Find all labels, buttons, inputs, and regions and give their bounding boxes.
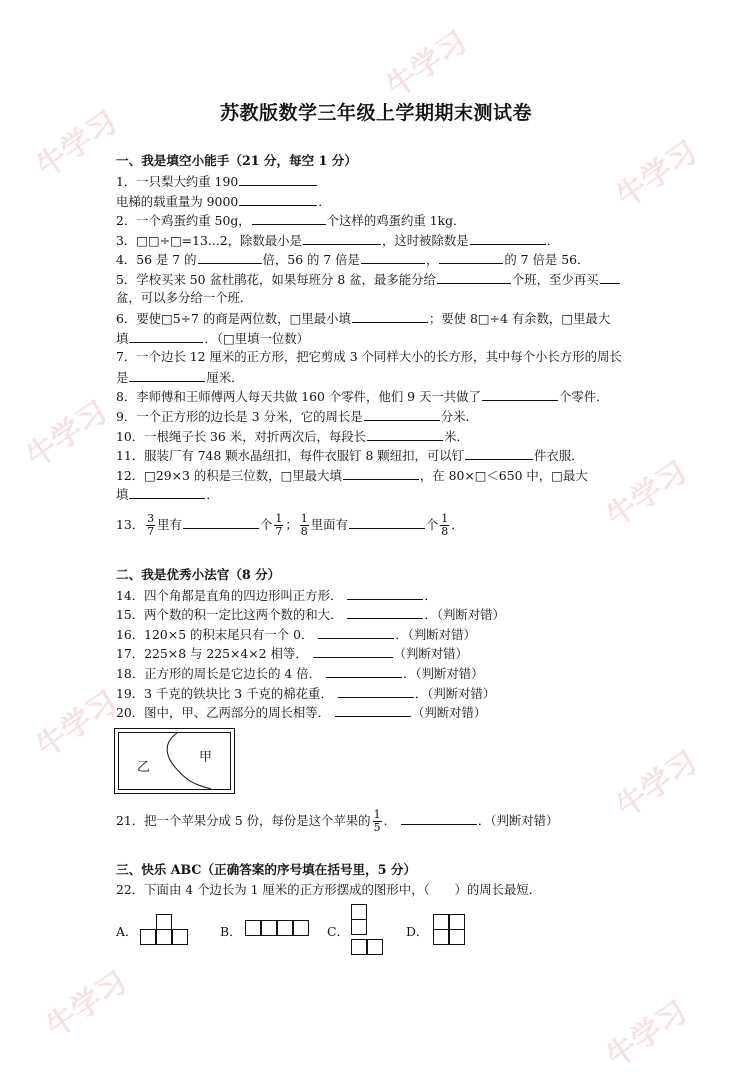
answer-blank[interactable] — [349, 516, 425, 529]
watermark: 牛学习 — [610, 134, 704, 216]
answer-blank[interactable] — [183, 516, 259, 529]
answer-blank[interactable] — [239, 173, 317, 186]
answer-blank[interactable] — [465, 447, 533, 460]
region-label-jia: 甲 — [199, 750, 213, 765]
question-12b: 填 ． — [116, 487, 219, 502]
answer-blank[interactable] — [439, 251, 503, 264]
fraction: $\frac{1}{8}$ — [300, 512, 308, 538]
answer-blank[interactable] — [361, 251, 425, 264]
answer-blank[interactable] — [364, 408, 440, 421]
answer-blank[interactable] — [437, 271, 511, 284]
question-1a: 1．一只梨大约重 190 — [116, 173, 318, 190]
watermark: 牛学习 — [380, 24, 474, 106]
question-13: 13． $\frac{3}{7}$ 里有 个 $\frac{1}{7}$ ； $\frac{1}{8}$ 里面有 个 $\frac{1}{8}$ ． — [116, 512, 464, 538]
option-c-label[interactable]: C． — [327, 924, 349, 939]
question-21: 21．把一个苹果分成 5 份，每份是这个苹果的 $\frac{1}{5}$ ． ．（判断对错） — [116, 808, 559, 834]
fraction: $\frac{1}{8}$ — [441, 512, 449, 538]
question-6a: 6．要使□5÷7 的商是两位数，□里最小填 ；要使 8□÷4 有余数，□里最大 — [116, 311, 611, 326]
watermark: 牛学习 — [600, 994, 694, 1076]
fraction: $\frac{3}{7}$ — [147, 512, 155, 538]
question-12a: 12．□29×3 的积是三位数，□里最大填 ，在 80×□＜650 中，□最大 — [116, 468, 588, 483]
answer-blank[interactable] — [347, 587, 423, 600]
option-a-label[interactable]: A． — [116, 924, 138, 939]
page-title: 苏教版数学三年级上学期期末测试卷 — [219, 102, 532, 124]
question-10: 10．一根绳子长 36 米，对折两次后，每段长 米． — [116, 429, 469, 444]
watermark: 牛学习 — [30, 104, 124, 186]
question-3: 3．□□÷□=13...2，除数最小是 ，这时被除数是 ． — [116, 233, 560, 248]
question-9: 9．一个正方形的边长是 3 分米，它的周长是 分米． — [116, 409, 478, 424]
question-5b: 盆，可以多分给一个班． — [116, 290, 253, 305]
answer-blank[interactable] — [352, 310, 428, 323]
question-5a: 5．学校买来 50 盆杜鹃花，如果每班分 8 盆，最多能分给 个班，至少再买 — [116, 271, 621, 288]
fraction: $\frac{1}{5}$ — [373, 808, 381, 834]
question-7b: 是 厘米． — [116, 370, 244, 385]
option-b-label[interactable]: B． — [220, 924, 242, 939]
answer-blank[interactable] — [318, 626, 394, 639]
question-19: 19．3 千克的铁块比 3 千克的棉花重． ．（判断对错） — [116, 686, 496, 701]
answer-blank[interactable] — [600, 271, 620, 284]
question-16: 16．120×5 的积末尾只有一个 0． ．（判断对错） — [116, 627, 476, 642]
watermark: 牛学习 — [610, 744, 704, 826]
fraction: $\frac{1}{7}$ — [275, 512, 283, 538]
region-label-yi: 乙 — [137, 760, 151, 775]
answer-blank[interactable] — [470, 232, 546, 245]
answer-blank[interactable] — [482, 388, 558, 401]
section-heading: 二、我是优秀小法官（8 分） — [116, 567, 281, 582]
question-17: 17．225×8 与 225×4×2 相等． （判断对错） — [116, 646, 468, 661]
answer-blank[interactable] — [129, 330, 203, 343]
watermark: 牛学习 — [600, 454, 694, 536]
answer-blank[interactable] — [129, 369, 205, 382]
question-8: 8．李师傅和王师傅两人每天共做 160 个零件，他们 9 天一共做了 个零件． — [116, 389, 609, 404]
question-2: 2．一个鸡蛋约重 50g， 个这样的鸡蛋约重 1kg． — [116, 213, 466, 228]
section-heading: 一、我是填空小能手（21 分，每空 1 分） — [116, 153, 357, 168]
dividing-curve — [115, 729, 234, 793]
question-18: 18．正方形的周长是它边长的 4 倍． ．（判断对错） — [116, 666, 484, 681]
section-heading: 三、快乐 ABC（正确答案的序号填在括号里，5 分） — [116, 862, 417, 877]
answer-blank[interactable] — [198, 251, 262, 264]
question-20: 20．图中，甲、乙两部分的周长相等． （判断对错） — [116, 705, 487, 720]
watermark: 牛学习 — [20, 394, 114, 476]
question-1b: 电梯的载重量为 9000 ． — [116, 194, 331, 209]
answer-blank[interactable] — [338, 685, 414, 698]
question-7a: 7．一个边长 12 厘米的正方形，把它剪成 3 个同样大小的长方形，其中每个小长方形的周长 — [116, 349, 622, 364]
answer-blank[interactable] — [252, 212, 326, 225]
question-22: 22．下面由 4 个边长为 1 厘米的正方形摆成的图形中，（ ）的周长最短． — [116, 882, 542, 897]
answer-blank[interactable] — [367, 428, 443, 441]
question-15: 15．两个数的积一定比这两个数的和大． ．（判断对错） — [116, 607, 505, 622]
answer-blank[interactable] — [303, 232, 381, 245]
watermark: 牛学习 — [40, 964, 134, 1046]
answer-blank[interactable] — [239, 193, 317, 206]
question-6b: 填 ．（□里填一位数） — [116, 331, 310, 346]
answer-blank[interactable] — [313, 645, 393, 658]
question-14: 14．四个角都是直角的四边形叫正方形． ． — [116, 588, 437, 603]
answer-blank[interactable] — [343, 467, 419, 480]
answer-blank[interactable] — [326, 665, 402, 678]
answer-blank[interactable] — [335, 704, 411, 717]
answer-blank[interactable] — [129, 486, 205, 499]
option-d-label[interactable]: D． — [406, 924, 429, 939]
answer-blank[interactable] — [401, 812, 477, 825]
answer-blank[interactable] — [347, 606, 423, 619]
question-11: 11．服装厂有 748 颗水晶纽扣，每件衣服钉 8 颗纽扣，可以钉 件衣服． — [116, 448, 584, 463]
watermark: 牛学习 — [30, 684, 124, 766]
figure-jia-yi — [114, 728, 235, 794]
question-4: 4．56 是 7 的 倍，56 的 7 倍是 ， 的 7 倍是 56． — [116, 252, 590, 267]
